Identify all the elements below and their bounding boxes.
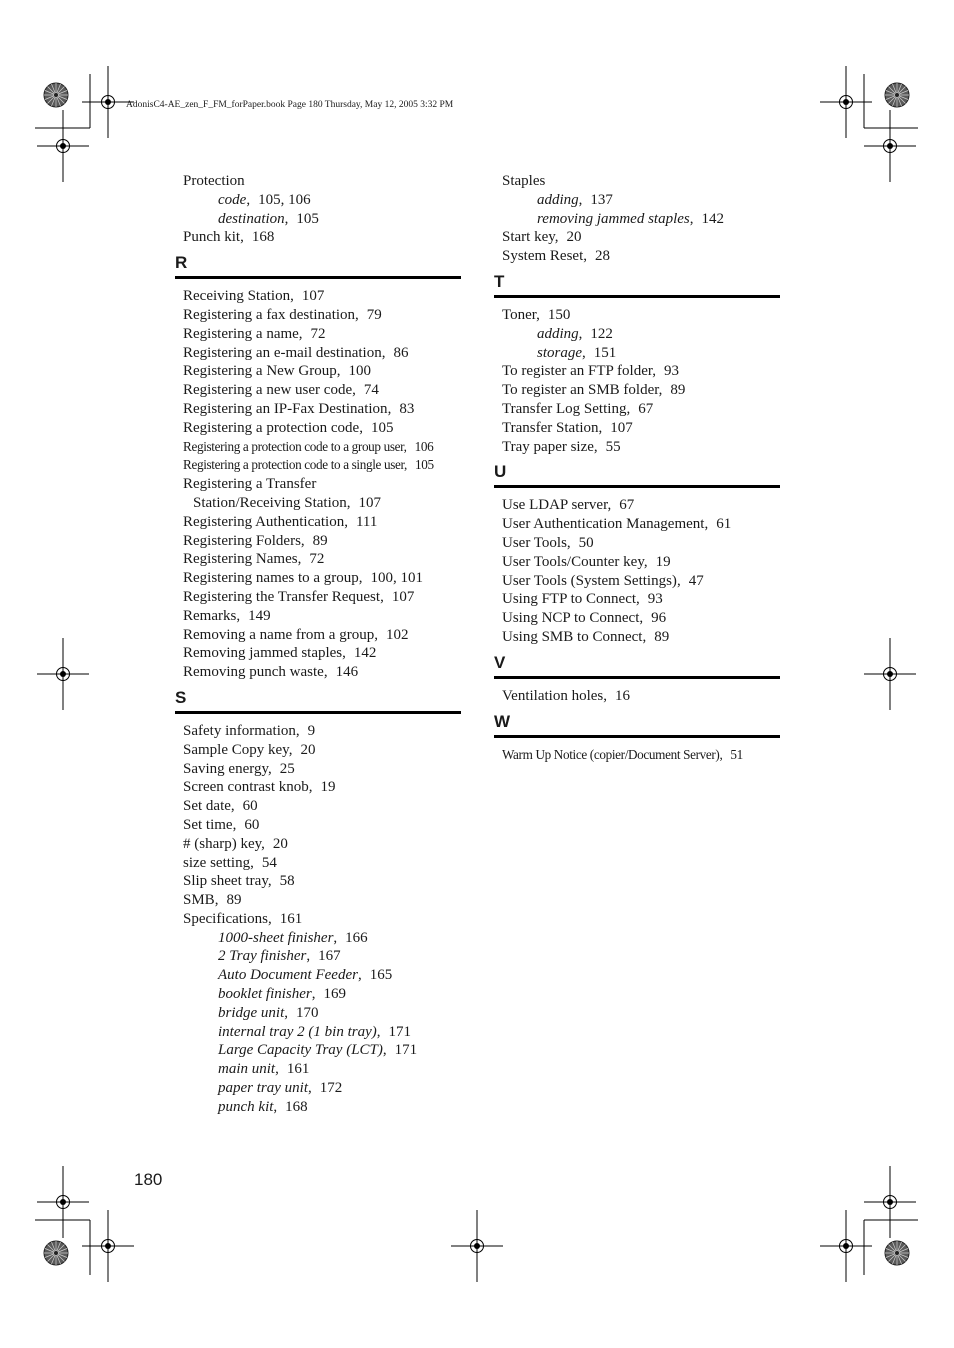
page-reference: 105, 106 bbox=[258, 191, 311, 208]
index-term: Registering the Transfer Request bbox=[183, 588, 381, 605]
index-entry bbox=[175, 872, 461, 891]
index-term: Use LDAP server bbox=[502, 497, 608, 514]
index-term: Removing punch waste bbox=[183, 664, 324, 681]
index-subentry bbox=[175, 947, 461, 966]
index-term: Registering a Transfer bbox=[183, 476, 317, 493]
page-reference: 89 bbox=[654, 628, 670, 645]
separator: , bbox=[689, 210, 694, 227]
index-term: Registering a fax destination bbox=[183, 306, 356, 323]
page-reference: 105 bbox=[296, 210, 319, 227]
section-heading-w: W bbox=[494, 712, 780, 738]
index-entry bbox=[175, 228, 461, 247]
index-entry bbox=[494, 572, 780, 591]
page-reference: 137 bbox=[590, 191, 613, 208]
index-term: Slip sheet tray bbox=[183, 873, 268, 890]
page-reference: 142 bbox=[701, 210, 725, 227]
page-reference: 161 bbox=[279, 910, 303, 927]
index-term: bridge unit bbox=[218, 1004, 285, 1021]
page-reference: 111 bbox=[355, 513, 378, 530]
index-term: paper tray unit bbox=[218, 1080, 308, 1097]
separator: , bbox=[295, 722, 300, 739]
index-entry bbox=[494, 400, 780, 419]
index-term: Using NCP to Connect bbox=[502, 610, 640, 627]
separator: , bbox=[311, 986, 316, 1003]
page-reference: 51 bbox=[730, 746, 743, 762]
index-entry bbox=[494, 746, 780, 765]
separator: , bbox=[357, 967, 362, 984]
index-term: Registering Authentication bbox=[183, 513, 345, 530]
cross-mark-mid-left bbox=[37, 638, 89, 710]
separator: , bbox=[578, 325, 583, 342]
index-term: 1000-sheet finisher bbox=[218, 929, 334, 946]
index-subentry bbox=[175, 191, 461, 210]
index-entry bbox=[494, 496, 780, 515]
index-entry bbox=[175, 475, 461, 494]
index-entry bbox=[494, 247, 780, 266]
page-reference: 50 bbox=[578, 534, 594, 551]
section-heading-v: V bbox=[494, 653, 780, 679]
index-term: Registering a New Group bbox=[183, 363, 337, 380]
cross-mark-mid-right bbox=[864, 638, 916, 710]
page-reference: 106 bbox=[414, 438, 434, 454]
index-term: Registering Folders bbox=[183, 532, 301, 549]
separator: , bbox=[297, 551, 302, 568]
index-entry bbox=[494, 228, 780, 247]
page-reference: 172 bbox=[319, 1080, 343, 1097]
separator: , bbox=[358, 570, 363, 587]
index-entry bbox=[175, 835, 461, 854]
index-entry bbox=[175, 797, 461, 816]
section-heading-r: R bbox=[175, 253, 461, 279]
page-reference: 74 bbox=[363, 382, 379, 399]
separator: , bbox=[300, 532, 305, 549]
index-term: Staples bbox=[502, 173, 546, 189]
index-term: Remarks bbox=[183, 607, 237, 624]
index-entry bbox=[494, 381, 780, 400]
index-term: size setting bbox=[183, 854, 251, 871]
separator: , bbox=[603, 687, 607, 704]
index-term: # (sharp) key bbox=[183, 835, 262, 852]
page-reference: 93 bbox=[664, 363, 680, 380]
index-term: Registering names to a group bbox=[183, 570, 359, 587]
index-term: Start key bbox=[502, 229, 555, 246]
index-entry bbox=[175, 306, 461, 325]
index-term: Saving energy bbox=[183, 760, 268, 777]
page-reference: 167 bbox=[318, 948, 341, 965]
separator: , bbox=[719, 746, 723, 762]
cross-mark-bottom-left bbox=[37, 1166, 89, 1238]
index-term: SMB bbox=[183, 892, 215, 909]
page-reference: 166 bbox=[345, 929, 368, 946]
separator: , bbox=[403, 438, 407, 454]
index-entry bbox=[494, 438, 780, 457]
index-subentry bbox=[494, 344, 780, 363]
index-term: main unit bbox=[218, 1061, 276, 1078]
index-term: Protection bbox=[183, 173, 245, 189]
index-entry bbox=[175, 550, 461, 569]
rosette-mark-bottom-left bbox=[44, 1241, 68, 1265]
index-term: Sample Copy key bbox=[183, 741, 289, 758]
index-entry bbox=[175, 760, 461, 779]
page-reference: 89 bbox=[226, 892, 242, 909]
separator: , bbox=[387, 400, 392, 417]
index-term: Tray paper size bbox=[502, 438, 594, 455]
index-entry bbox=[494, 609, 780, 628]
index-term: removing jammed staples bbox=[537, 210, 690, 227]
index-term: code bbox=[218, 191, 247, 208]
separator: , bbox=[381, 344, 386, 361]
index-term: Registering a new user code bbox=[183, 382, 353, 399]
separator: , bbox=[308, 779, 313, 796]
index-entry bbox=[494, 590, 780, 609]
index-group-t bbox=[494, 306, 780, 456]
separator: , bbox=[273, 1098, 278, 1115]
index-entry bbox=[494, 553, 780, 572]
separator: , bbox=[232, 816, 237, 833]
separator: , bbox=[306, 948, 311, 965]
index-entry bbox=[175, 419, 461, 438]
index-entry bbox=[175, 854, 461, 873]
index-entry bbox=[494, 306, 780, 325]
index-term: Registering a protection code to a single user bbox=[183, 457, 405, 473]
index-term: User Tools bbox=[502, 534, 567, 551]
page-reference: 67 bbox=[619, 497, 635, 514]
cross-mark-top-left-2 bbox=[37, 110, 89, 182]
page-reference: 83 bbox=[399, 400, 415, 417]
index-entry bbox=[494, 362, 780, 381]
index-entry bbox=[175, 532, 461, 551]
index-entry bbox=[494, 534, 780, 553]
separator: , bbox=[652, 363, 657, 380]
index-entry bbox=[175, 910, 461, 929]
index-term: Registering Names bbox=[183, 551, 298, 568]
separator: , bbox=[230, 798, 235, 815]
rosette-mark-top-right bbox=[885, 83, 909, 107]
separator: , bbox=[267, 760, 272, 777]
index-subentry bbox=[175, 1023, 461, 1042]
index-entry bbox=[175, 816, 461, 835]
separator: , bbox=[404, 457, 407, 473]
index-term: Specifications bbox=[183, 910, 268, 927]
page-reference: 54 bbox=[261, 854, 277, 871]
page-reference: 105 bbox=[415, 457, 434, 473]
page-reference: 16 bbox=[615, 687, 630, 704]
print-header: AdonisC4-AE_zen_F_FM_forPaper.book Page 180 Thursday, May 12, 2005 3:32 PM bbox=[126, 100, 454, 110]
page-reference: 89 bbox=[312, 532, 328, 549]
separator: , bbox=[643, 553, 648, 570]
separator: , bbox=[290, 288, 294, 305]
index-term: Transfer Log Setting bbox=[502, 400, 627, 417]
page-reference: 72 bbox=[310, 325, 326, 342]
index-term: Set time bbox=[183, 816, 233, 833]
separator: , bbox=[346, 494, 351, 511]
index-entry bbox=[175, 569, 461, 588]
index-term: Registering an e-mail destination bbox=[183, 344, 382, 361]
separator: , bbox=[676, 572, 681, 589]
index-entry bbox=[175, 663, 461, 682]
index-group-v bbox=[494, 687, 780, 706]
page-reference: 102 bbox=[385, 626, 409, 643]
index-entry bbox=[175, 362, 461, 381]
index-term: Screen contrast knob bbox=[183, 779, 309, 796]
index-term: Warm Up Notice (copier/Document Server) bbox=[502, 746, 720, 762]
index-term: Punch kit bbox=[183, 229, 241, 246]
page-reference: 96 bbox=[651, 610, 667, 627]
index-group-u bbox=[494, 496, 780, 646]
index-term: Safety information bbox=[183, 722, 296, 739]
index-term: storage bbox=[537, 344, 582, 361]
index-term: Registering an IP-Fax Destination bbox=[183, 400, 388, 417]
index-term: adding bbox=[537, 191, 579, 208]
separator: , bbox=[374, 626, 378, 643]
rosette-mark-bottom-right bbox=[885, 1241, 909, 1265]
page-reference: 170 bbox=[296, 1004, 319, 1021]
separator: , bbox=[636, 591, 640, 608]
index-subentry bbox=[175, 1004, 461, 1023]
index-entry bbox=[175, 381, 461, 400]
separator: , bbox=[214, 892, 219, 909]
separator: , bbox=[284, 1004, 288, 1021]
page-reference: 67 bbox=[638, 400, 654, 417]
index-group-s bbox=[175, 722, 461, 1117]
index-entry bbox=[175, 741, 461, 760]
separator: , bbox=[359, 419, 363, 436]
index-entry bbox=[494, 419, 780, 438]
page-reference: 47 bbox=[688, 572, 704, 589]
index-term: Using FTP to Connect bbox=[502, 591, 637, 608]
separator: , bbox=[355, 306, 359, 323]
index-subentry bbox=[494, 210, 780, 229]
separator: , bbox=[250, 854, 254, 871]
page-reference: 149 bbox=[248, 607, 271, 624]
index-subentry bbox=[175, 210, 461, 229]
index-entry bbox=[175, 588, 461, 607]
page-reference: 100 bbox=[348, 363, 371, 380]
page-reference: 165 bbox=[369, 967, 393, 984]
separator: , bbox=[342, 645, 346, 662]
separator: , bbox=[598, 419, 603, 436]
index-term: Registering a protection code bbox=[183, 419, 360, 436]
page-reference: 169 bbox=[323, 986, 346, 1003]
index-term: Station/Receiving Station bbox=[193, 494, 347, 511]
separator: , bbox=[626, 400, 631, 417]
separator: , bbox=[236, 607, 241, 624]
page-reference: 86 bbox=[393, 344, 409, 361]
index-term: Toner bbox=[502, 306, 537, 323]
index-term: User Authentication Management bbox=[502, 516, 705, 533]
separator: , bbox=[298, 325, 303, 342]
separator: , bbox=[639, 610, 644, 627]
page-reference: 107 bbox=[358, 494, 381, 511]
index-term: booklet finisher bbox=[218, 986, 312, 1003]
separator: , bbox=[536, 306, 540, 323]
page-reference: 122 bbox=[590, 325, 613, 342]
index-entry bbox=[494, 628, 780, 647]
separator: , bbox=[344, 513, 348, 530]
separator: , bbox=[658, 382, 663, 399]
separator: , bbox=[380, 588, 384, 605]
page-reference: 151 bbox=[593, 344, 617, 361]
index-term: System Reset bbox=[502, 248, 584, 265]
section-heading-s: S bbox=[175, 688, 461, 714]
page-reference: 72 bbox=[309, 551, 325, 568]
separator: , bbox=[642, 628, 647, 645]
index-entry bbox=[175, 722, 461, 741]
page-reference: 19 bbox=[655, 553, 671, 570]
page-reference: 107 bbox=[610, 419, 633, 436]
index-term: To register an FTP folder bbox=[502, 363, 653, 380]
section-heading-u: U bbox=[494, 462, 780, 488]
index-entry bbox=[175, 513, 461, 532]
separator: , bbox=[583, 248, 587, 265]
index-term: Ventilation holes bbox=[502, 687, 604, 704]
page-reference: 79 bbox=[366, 306, 382, 323]
page-reference: 55 bbox=[605, 438, 621, 455]
section-heading-t: T bbox=[494, 272, 780, 298]
index-entry bbox=[175, 172, 461, 191]
index-term: punch kit bbox=[218, 1098, 274, 1115]
separator: , bbox=[582, 344, 586, 361]
cross-mark-top-right-2 bbox=[864, 110, 916, 182]
index-entry bbox=[175, 325, 461, 344]
separator: , bbox=[267, 910, 272, 927]
separator: , bbox=[288, 741, 293, 758]
index-entry bbox=[175, 626, 461, 645]
index-group-w bbox=[494, 746, 780, 765]
page-reference: 60 bbox=[242, 798, 258, 815]
page-number: 180 bbox=[134, 1170, 163, 1189]
index-term: Registering a protection code to a group user bbox=[183, 438, 404, 454]
index-subentry bbox=[175, 966, 461, 985]
page-reference: 100, 101 bbox=[370, 570, 424, 587]
separator: , bbox=[246, 191, 251, 208]
separator: , bbox=[578, 191, 583, 208]
index-subentry bbox=[175, 1079, 461, 1098]
page-reference: 9 bbox=[307, 722, 316, 739]
page-reference: 146 bbox=[335, 664, 359, 681]
page-reference: 107 bbox=[391, 588, 415, 605]
index-entry bbox=[494, 515, 780, 534]
separator: , bbox=[382, 1042, 387, 1059]
cross-mark-bottom-center bbox=[451, 1210, 503, 1282]
index-entry bbox=[175, 607, 461, 626]
index-term: 2 Tray finisher bbox=[218, 948, 307, 965]
separator: , bbox=[554, 229, 559, 246]
index-entry bbox=[175, 438, 461, 457]
page-reference: 89 bbox=[670, 382, 686, 399]
index-entry bbox=[175, 644, 461, 663]
index-subentry bbox=[175, 1041, 461, 1060]
page-reference: 161 bbox=[286, 1061, 310, 1078]
index-entry bbox=[175, 494, 461, 513]
index-subentry bbox=[494, 325, 780, 344]
page-reference: 20 bbox=[566, 229, 582, 246]
page-reference: 61 bbox=[716, 516, 732, 533]
index-term: User Tools/Counter key bbox=[502, 553, 644, 570]
index-subentry bbox=[175, 1060, 461, 1079]
separator: , bbox=[240, 229, 244, 246]
index-entry bbox=[175, 400, 461, 419]
index-term: Removing jammed staples bbox=[183, 645, 343, 662]
index-subentry bbox=[175, 985, 461, 1004]
page-reference: 19 bbox=[320, 779, 336, 796]
page-reference: 60 bbox=[244, 816, 260, 833]
separator: , bbox=[267, 873, 272, 890]
rosette-mark-top-left bbox=[44, 83, 68, 107]
separator: , bbox=[704, 516, 709, 533]
index-term: Auto Document Feeder bbox=[218, 967, 358, 984]
page-reference: 105 bbox=[370, 419, 394, 436]
separator: , bbox=[593, 438, 598, 455]
index-term: Using SMB to Connect bbox=[502, 628, 643, 645]
page-reference: 25 bbox=[279, 760, 295, 777]
index-term: Large Capacity Tray (LCT) bbox=[218, 1042, 383, 1059]
index-term: Removing a name from a group bbox=[183, 626, 375, 643]
page-reference: 107 bbox=[301, 288, 325, 305]
separator: , bbox=[376, 1023, 381, 1040]
page-reference: 28 bbox=[595, 248, 610, 265]
page-reference: 150 bbox=[547, 306, 571, 323]
separator: , bbox=[352, 382, 356, 399]
index-subentry bbox=[175, 929, 461, 948]
index-entry bbox=[175, 891, 461, 910]
index-term: To register an SMB folder bbox=[502, 382, 659, 399]
index-term: adding bbox=[537, 325, 579, 342]
page-reference: 20 bbox=[300, 741, 316, 758]
index-term: destination bbox=[218, 210, 285, 227]
separator: , bbox=[607, 497, 612, 514]
separator: , bbox=[323, 664, 328, 681]
index-term: User Tools (System Settings) bbox=[502, 572, 677, 589]
separator: , bbox=[566, 534, 571, 551]
index-group-s-continued bbox=[494, 172, 780, 266]
index-entry bbox=[175, 456, 461, 475]
index-group-p bbox=[175, 172, 461, 247]
index-term: internal tray 2 (1 bin tray) bbox=[218, 1023, 377, 1040]
index-term: Registering a name bbox=[183, 325, 299, 342]
index-column-right bbox=[494, 172, 780, 764]
index-term: Set date bbox=[183, 798, 231, 815]
separator: , bbox=[308, 1080, 312, 1097]
cross-mark-bottom-right bbox=[864, 1166, 916, 1238]
separator: , bbox=[336, 363, 341, 380]
index-column-left bbox=[175, 172, 461, 1117]
separator: , bbox=[275, 1061, 279, 1078]
index-term: Transfer Station bbox=[502, 419, 599, 436]
index-term: Receiving Station bbox=[183, 288, 291, 305]
page-reference: 171 bbox=[388, 1023, 411, 1040]
separator: , bbox=[261, 835, 265, 852]
index-entry bbox=[175, 778, 461, 797]
index-entry bbox=[494, 172, 780, 191]
index-subentry bbox=[494, 191, 780, 210]
page-reference: 168 bbox=[251, 229, 275, 246]
index-entry bbox=[175, 344, 461, 363]
page-reference: 58 bbox=[279, 873, 295, 890]
separator: , bbox=[333, 929, 338, 946]
page-reference: 142 bbox=[353, 645, 377, 662]
index-entry bbox=[494, 687, 780, 706]
page-reference: 20 bbox=[272, 835, 288, 852]
index-entry bbox=[175, 287, 461, 306]
index-subentry bbox=[175, 1098, 461, 1117]
page-reference: 168 bbox=[285, 1098, 308, 1115]
page-reference: 171 bbox=[394, 1042, 418, 1059]
page-reference: 93 bbox=[647, 591, 663, 608]
index-group-r bbox=[175, 287, 461, 682]
separator: , bbox=[284, 210, 289, 227]
